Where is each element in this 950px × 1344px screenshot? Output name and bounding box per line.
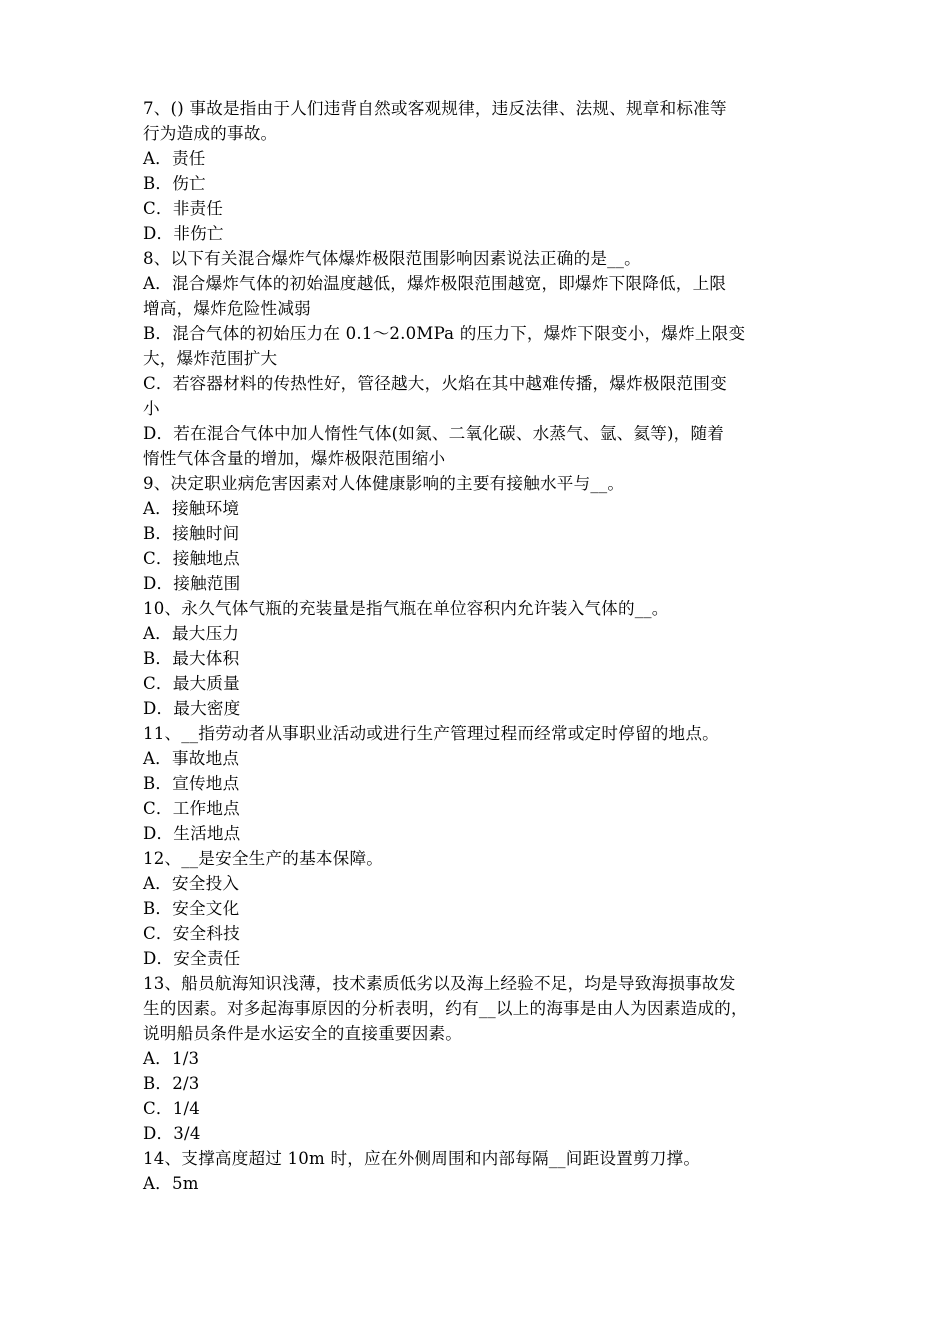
- document-page: [143, 96, 811, 1196]
- question-12-option-a: A．安全投入: [143, 874, 240, 893]
- question-14-option-a: A．5m: [143, 1174, 199, 1193]
- question-13-line-1: 13、船员航海知识浅薄，技术素质低劣以及海上经验不足，均是导致海损事故发: [143, 974, 736, 993]
- question-10-option-a: A．最大压力: [143, 624, 240, 643]
- question-8-option-a-line-2: 增高，爆炸危险性减弱: [143, 299, 311, 318]
- question-9-option-c: C．接触地点: [143, 549, 240, 568]
- question-8-option-c-line-1: C．若容器材料的传热性好，管径越大，火焰在其中越难传播，爆炸极限范围变: [143, 374, 727, 393]
- question-11-option-d: D．生活地点: [143, 824, 241, 843]
- question-13-line-2: 生的因素。对多起海事原因的分析表明，约有__以上的海事是由人为因素造成的，: [143, 999, 748, 1018]
- question-11-option-c: C．工作地点: [143, 799, 240, 818]
- question-9-option-a: A．接触环境: [143, 499, 240, 518]
- question-10-option-c: C．最大质量: [143, 674, 240, 693]
- question-8-option-d-line-1: D．若在混合气体中加人惰性气体(如氮、二氧化碳、水蒸气、氩、氦等)，随着: [143, 424, 725, 443]
- question-13-option-c: C．1/4: [143, 1099, 200, 1118]
- question-12-option-d: D．安全责任: [143, 949, 241, 968]
- question-7-option-c: C．非责任: [143, 199, 224, 218]
- question-12-option-b: B．安全文化: [143, 899, 240, 918]
- question-11-option-a: A．事故地点: [143, 749, 240, 768]
- question-11-line-1: 11、__指劳动者从事职业活动或进行生产管理过程而经常或定时停留的地点。: [143, 724, 719, 743]
- question-8-option-b-line-1: B．混合气体的初始压力在 0.1～2.0MPa 的压力下，爆炸下限变小，爆炸上限变: [143, 324, 746, 343]
- question-7-option-d: D．非伤亡: [143, 224, 224, 243]
- question-7-line-1: 7、() 事故是指由于人们违背自然或客观规律，违反法律、法规、规章和标准等: [143, 99, 727, 118]
- question-8-line-1: 8、以下有关混合爆炸气体爆炸极限范围影响因素说法正确的是__。: [143, 249, 641, 268]
- question-9-option-d: D．接触范围: [143, 574, 241, 593]
- question-13-option-b: B．2/3: [143, 1074, 200, 1093]
- question-13-option-a: A．1/3: [143, 1049, 200, 1068]
- question-12-option-c: C．安全科技: [143, 924, 240, 943]
- question-12-line-1: 12、__是安全生产的基本保障。: [143, 849, 384, 868]
- question-10-option-b: B．最大体积: [143, 649, 240, 668]
- question-10-option-d: D．最大密度: [143, 699, 241, 718]
- question-7-option-a: A．责任: [143, 149, 206, 168]
- question-10-line-1: 10、永久气体气瓶的充装量是指气瓶在单位容积内允许装入气体的__。: [143, 599, 669, 618]
- question-8-option-d-line-2: 惰性气体含量的增加，爆炸极限范围缩小: [143, 449, 446, 468]
- question-14-line-1: 14、支撑高度超过 10m 时，应在外侧周围和内部每隔__间距设置剪刀撑。: [143, 1149, 701, 1168]
- question-8-option-c-line-2: 小: [143, 399, 160, 418]
- question-7-line-2: 行为造成的事故。: [143, 124, 278, 143]
- question-13-option-d: D．3/4: [143, 1124, 201, 1143]
- question-9-line-1: 9、决定职业病危害因素对人体健康影响的主要有接触水平与__。: [143, 474, 625, 493]
- question-7-option-b: B．伤亡: [143, 174, 206, 193]
- question-9-option-b: B．接触时间: [143, 524, 240, 543]
- question-13-line-3: 说明船员条件是水运安全的直接重要因素。: [143, 1024, 463, 1043]
- question-8-option-b-line-2: 大，爆炸范围扩大: [143, 349, 278, 368]
- question-8-option-a-line-1: A．混合爆炸气体的初始温度越低，爆炸极限范围越宽，即爆炸下限降低，上限: [143, 274, 727, 293]
- question-11-option-b: B．宣传地点: [143, 774, 240, 793]
